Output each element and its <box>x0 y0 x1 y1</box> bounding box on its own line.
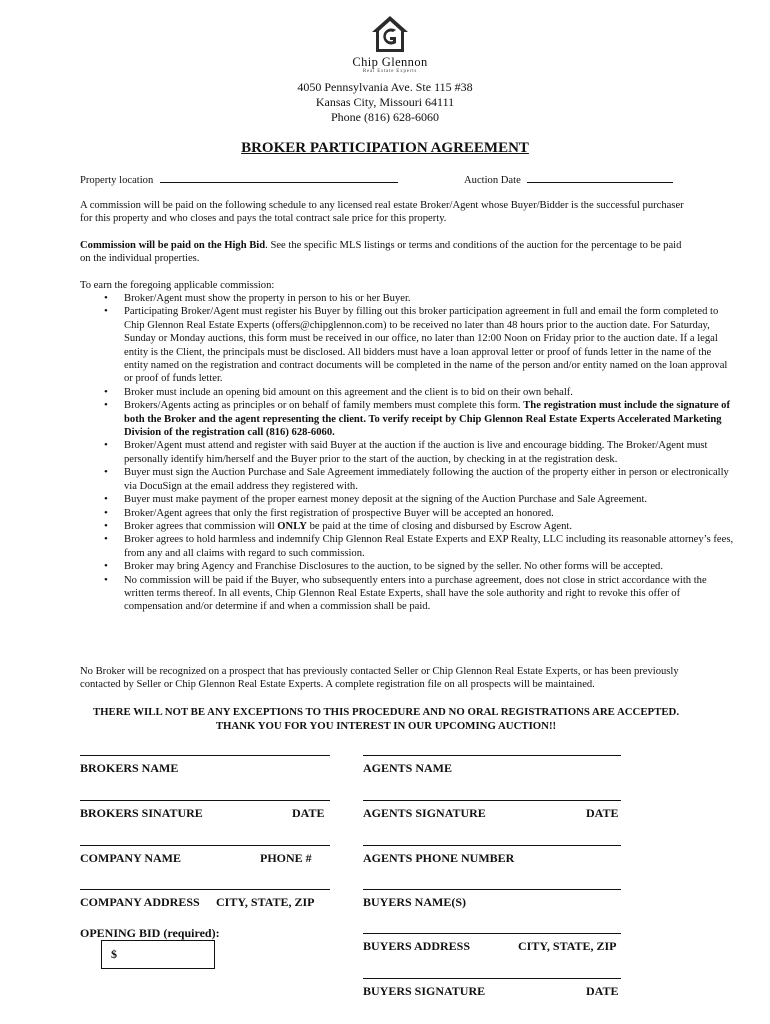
list-item: • Brokers/Agents acting as principles or on behalf of family members must complete this form. The registration must include the signature of both the Broker and the agent representing the client. To verify receipt by Chip Glennon Real Estate Experts Accelerated Marketing Division of the registration call (816) 628-6060. <box>124 399 736 439</box>
company-name-block <box>80 845 330 865</box>
company-name-label: COMPANY NAME <box>80 851 181 865</box>
brokers-name-label: BROKERS NAME <box>80 761 179 775</box>
company-name-line[interactable] <box>80 845 330 846</box>
auction-date-label: Auction Date <box>464 175 521 186</box>
buyers-names-label: BUYERS NAME(S) <box>363 895 467 909</box>
brokers-signature-block <box>80 800 330 820</box>
company-address-label: COMPANY ADDRESS <box>80 895 200 909</box>
earn-intro: To earn the foregoing applicable commission: <box>80 280 275 291</box>
address-street: 4050 Pennsylvania Ave. Ste 115 #38 <box>297 80 473 94</box>
brokers-name-line[interactable] <box>80 755 330 756</box>
company-logo <box>335 14 445 74</box>
high-bid-rest: . See the specific MLS listings or terms and conditions of the auction for the percentage to be paid on the individual properties. <box>80 240 682 265</box>
buyers-signature-block <box>363 978 621 998</box>
list-item: • Broker/Agent agrees that only the first registration of prospective Buyer will be accepted an honored. <box>124 507 736 520</box>
list-item: • Broker agrees to hold harmless and indemnify Chip Glennon Real Estate Experts and EXP Realty, LLC including its reasonable attorney’s fees, from any and all claims with regard to such commission. <box>124 533 736 560</box>
address-phone: Phone (816) 628-6060 <box>331 110 439 124</box>
brokers-date-label: DATE <box>292 806 325 820</box>
list-item: • Broker agrees that commission will ONLY be paid at the time of closing and disbursed by Escrow Agent. <box>124 520 736 533</box>
buyers-names-line[interactable] <box>363 889 621 890</box>
high-bid-bold: Commission will be paid on the High Bid <box>80 240 266 251</box>
list-item: • Broker may bring Agency and Franchise Disclosures to the auction, to be signed by the seller. No other forms will be accepted. <box>124 560 736 573</box>
no-broker-paragraph: No Broker will be recognized on a prospect that has previously contacted Seller or Chip Glennon Real Estate Experts, or has been previously contacted by Seller or Chip Glennon Real Estate Experts. A complete registration file on all prospects will be maintained. <box>80 666 679 691</box>
agents-phone-label: AGENTS PHONE NUMBER <box>363 851 515 865</box>
house-logo-icon <box>370 14 410 54</box>
buyers-city-state-zip-label: CITY, STATE, ZIP <box>518 939 617 953</box>
property-location-label: Property location <box>80 175 154 186</box>
auction-date-row <box>464 173 684 187</box>
address-city: Kansas City, Missouri 64111 <box>315 95 455 109</box>
logo-subtitle: Real Estate Experts <box>362 69 418 74</box>
buyers-address-line[interactable] <box>363 933 621 934</box>
agents-phone-line[interactable] <box>363 845 621 846</box>
agents-date-label: DATE <box>586 806 619 820</box>
agents-phone-block <box>363 845 621 865</box>
brokers-signature-label: BROKERS SINATURE <box>80 806 203 820</box>
company-phone-label: PHONE # <box>260 851 312 865</box>
list-item: • Buyer must make payment of the proper earnest money deposit at the signing of the Auction Purchase and Sale Agreement. <box>124 493 736 506</box>
intro-paragraph: A commission will be paid on the following schedule to any licensed real estate Broker/Agent whose Buyer/Bidder is the successful purchaser for this property and who closes and pays the total contract sale price for this property. <box>80 200 684 225</box>
list-item: • No commission will be paid if the Buyer, who subsequently enters into a purchase agreement, does not close in strict accordance with the written terms thereof. In all events, Chip Glennon Real Estate Experts, shall have the sole authority and right to revoke this offer of compensation and/or determine if and when a commission shall be paid. <box>124 574 736 614</box>
list-item: • Broker/Agent must attend and register with said Buyer at the auction if the auction is live and encourage bidding. The Broker/Agent must personally identify him/herself and the Buyer prior to the start of the auction, by checking in at the registration desk. <box>124 439 736 466</box>
logo-name: Chip Glennon <box>352 55 428 69</box>
company-city-state-zip-label: CITY, STATE, ZIP <box>216 895 315 909</box>
buyers-signature-label: BUYERS SIGNATURE <box>363 984 486 998</box>
list-item: • Buyer must sign the Auction Purchase and Sale Agreement immediately following the auction of the property either in person or electronically via DocuSign at the email address they registered with. <box>124 466 736 493</box>
auction-date-field[interactable] <box>527 173 673 183</box>
list-item: • Participating Broker/Agent must register his Buyer by filling out this broker participation agreement in full and email the form completed to Chip Glennon Real Estate Experts (offers@chipglennon.com) to be received no later than 48 hours prior to the auction date. For Saturday, Sunday or Monday auctions, this form must be received in our office, no later than 12:00 Noon on Friday prior to the auction date. If a legal entity is the Client, the principals must be disclosed. All bidders must have a loan approval letter or proof of funds letter in the name of the entity named on the registration and contract documents will be completed in the name of the person and/or entity named on the loan approval or proof of funds letter. <box>124 305 736 385</box>
currency-symbol: $ <box>111 947 117 961</box>
high-bid-paragraph <box>80 239 692 266</box>
list-item: • Broker/Agent must show the property in person to his or her Buyer. <box>124 292 736 305</box>
list-item: • Broker must include an opening bid amount on this agreement and the client is to bid on their own behalf. <box>124 386 736 399</box>
agents-name-label: AGENTS NAME <box>363 761 453 775</box>
requirements-list <box>80 292 736 614</box>
buyers-address-block <box>363 933 621 953</box>
buyers-signature-line[interactable] <box>363 978 621 979</box>
agents-signature-block <box>363 800 621 820</box>
buyers-names-block <box>363 889 621 909</box>
page-title: BROKER PARTICIPATION AGREEMENT <box>241 140 529 156</box>
no-exceptions-notice: THERE WILL NOT BE ANY EXCEPTIONS TO THIS PROCEDURE AND NO ORAL REGISTRATIONS ARE ACCEPTED. THANK YOU FOR YOU INTEREST IN OUR UPCOMING AUCTION!! <box>92 706 680 732</box>
brokers-signature-line[interactable] <box>80 800 330 801</box>
opening-bid-field[interactable] <box>101 940 215 969</box>
buyers-date-label: DATE <box>586 984 619 998</box>
company-address-block <box>80 889 330 909</box>
company-address-line[interactable] <box>80 889 330 890</box>
agents-signature-label: AGENTS SIGNATURE <box>363 806 486 820</box>
agents-signature-line[interactable] <box>363 800 621 801</box>
opening-bid-label: OPENING BID (required): <box>80 926 220 940</box>
agents-name-block <box>363 755 621 775</box>
agents-name-line[interactable] <box>363 755 621 756</box>
property-location-field[interactable] <box>160 173 398 183</box>
buyers-address-label: BUYERS ADDRESS <box>363 939 471 953</box>
brokers-name-block <box>80 755 330 775</box>
